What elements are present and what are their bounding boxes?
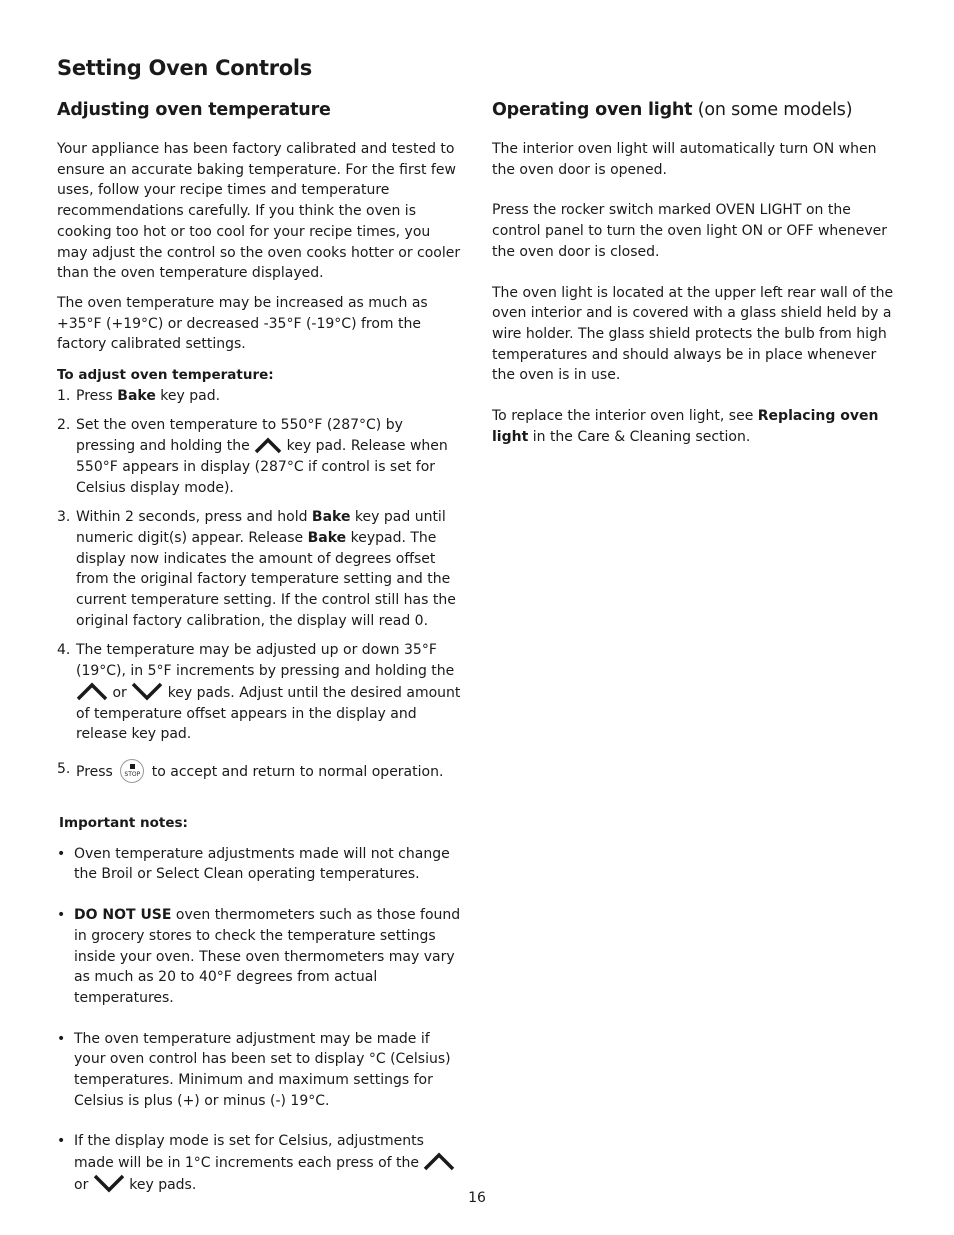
bake-key-label: Bake bbox=[311, 509, 351, 526]
light-paragraph bbox=[492, 406, 902, 447]
light-text: in the Care & Cleaning section. bbox=[528, 428, 751, 445]
step-text: Press bbox=[76, 387, 118, 404]
step-text: key pad. Release when 550°F appears in display (287°C if control is set for Celsius display mode). bbox=[76, 438, 448, 496]
note-item bbox=[57, 1029, 465, 1112]
notes-heading: Important notes: bbox=[59, 814, 188, 831]
steps-heading: To adjust oven temperature: bbox=[57, 367, 274, 384]
heading-bold: Operating oven light bbox=[492, 100, 693, 120]
step-text: key pad. bbox=[155, 387, 221, 404]
cross-reference: Replacing oven light bbox=[492, 408, 879, 445]
page-title: Setting Oven Controls bbox=[57, 56, 312, 80]
note-text: If the display mode is set for Celsius, adjustments made will be in 1°C increments each press of the bbox=[74, 1133, 424, 1172]
left-column bbox=[57, 98, 465, 1216]
note-text: oven thermometers such as those found in grocery stores to check the temperature settings inside your oven. These oven thermometers may vary as much as 20 to 40°F degrees from actual temperatures. bbox=[74, 907, 461, 1006]
step-item bbox=[57, 507, 465, 631]
step-item bbox=[57, 640, 465, 745]
light-paragraph: Press the rocker switch marked OVEN LIGHT on the control panel to turn the oven light ON or OFF whenever the oven door is closed. bbox=[492, 202, 888, 260]
notes-list bbox=[57, 844, 465, 1196]
bake-key-label: Bake bbox=[307, 529, 347, 546]
or-text: or bbox=[112, 684, 127, 701]
light-text: To replace the interior oven light, see bbox=[492, 408, 758, 425]
heading-qualifier: (on some models) bbox=[692, 100, 853, 120]
note-item bbox=[57, 905, 465, 1009]
step-text: The temperature may be adjusted up or down 35°F (19°C), in 5°F increments by pressing and holding the bbox=[76, 642, 455, 680]
step-text: keypad. The display now indicates the amount of degrees offset from the original factory temperature setting and the current temperature setting. If the control still has the original factory calibration, the display will read 0. bbox=[76, 529, 456, 629]
up-arrow-icon bbox=[254, 437, 282, 454]
step-number: 3. bbox=[57, 509, 71, 526]
note-item bbox=[57, 844, 465, 885]
step-item bbox=[57, 759, 465, 783]
note-warning: DO NOT USE bbox=[74, 907, 172, 924]
section-heading-oven-light bbox=[492, 98, 902, 122]
bake-key-label: Bake bbox=[117, 387, 156, 404]
step-number: 2. bbox=[57, 417, 71, 434]
bullet: • bbox=[57, 907, 66, 924]
step-text: to accept and return to normal operation. bbox=[151, 763, 444, 780]
steps-list bbox=[57, 386, 465, 783]
intro-paragraph: Your appliance has been factory calibrated and tested to ensure an accurate baking temperature. For the first few uses, follow your recipe times and temperature recommendations carefully. If you think the oven is cooking too hot or too cool for your recipe times, you may adjust the control so the oven cooks hotter or cooler than the oven temperature displayed. bbox=[57, 141, 461, 282]
step-number: 5. bbox=[57, 760, 71, 777]
light-paragraph: The oven light is located at the upper left rear wall of the oven interior and is covered with a glass shield held by a wire holder. The glass shield protects the bulb from high temperatures and should always be in place whenever the oven is in use. bbox=[492, 284, 894, 384]
up-arrow-icon bbox=[423, 1152, 455, 1171]
bullet: • bbox=[57, 1030, 66, 1047]
or-text: or bbox=[74, 1176, 89, 1193]
step-text: key pads. Adjust until the desired amount of temperature offset appears in the display and release key pad. bbox=[76, 684, 461, 743]
down-arrow-icon bbox=[131, 682, 163, 701]
bullet: • bbox=[57, 845, 66, 862]
stop-key-icon bbox=[120, 759, 144, 783]
note-text: key pads. bbox=[129, 1176, 197, 1193]
stop-key-label: STOP bbox=[124, 770, 141, 778]
range-paragraph: The oven temperature may be increased as much as +35°F (+19°C) or decreased -35°F (-19°C) from the factory calibrated settings. bbox=[57, 294, 428, 353]
note-text: The oven temperature adjustment may be made if your oven control has been set to display °C (Celsius) temperatures. Minimum and maximum settings for Celsius is plus (+) or minus (-) 19°C. bbox=[74, 1030, 451, 1109]
light-paragraph: The interior oven light will automatically turn ON when the oven door is opened. bbox=[492, 141, 877, 178]
up-arrow-icon bbox=[76, 682, 108, 701]
step-number: 1. bbox=[57, 387, 71, 404]
step-text: key pad until numeric digit(s) appear. Release bbox=[76, 509, 446, 546]
bullet: • bbox=[57, 1133, 66, 1150]
right-column bbox=[492, 98, 902, 467]
step-item bbox=[57, 386, 465, 407]
step-text: Within 2 seconds, press and hold bbox=[76, 509, 312, 526]
step-text: Press bbox=[76, 763, 113, 780]
section-heading-temperature: Adjusting oven temperature bbox=[57, 100, 331, 120]
note-text: Oven temperature adjustments made will not change the Broil or Select Clean operating temperatures. bbox=[74, 845, 450, 883]
step-number: 4. bbox=[57, 642, 71, 659]
step-text: Set the oven temperature to 550°F (287°C) by pressing and holding the bbox=[76, 417, 403, 455]
step-item bbox=[57, 415, 465, 498]
note-item bbox=[57, 1131, 465, 1195]
page-number: 16 bbox=[468, 1190, 486, 1206]
